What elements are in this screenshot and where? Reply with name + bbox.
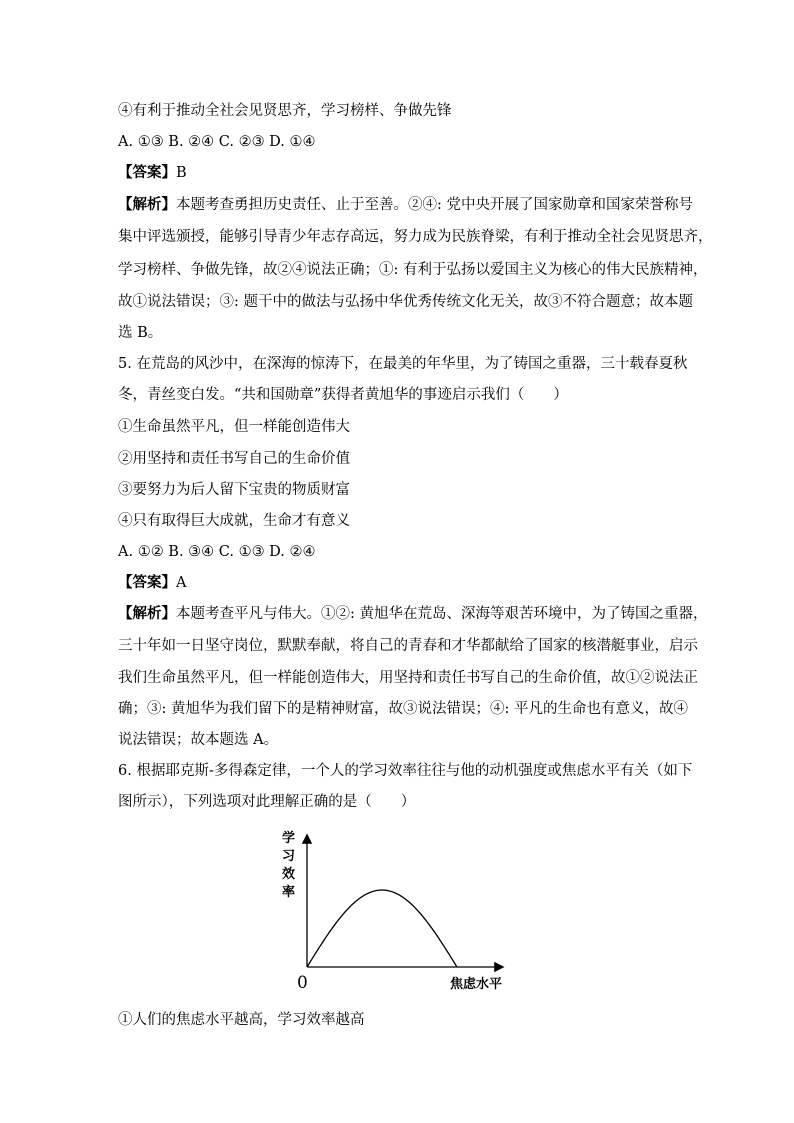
q6-stem-line-1: 6. 根据耶克斯-多得森定律，一个人的学习效率往往与他的动机强度或焦虑水平有关（如下 bbox=[118, 763, 693, 779]
q4-analysis-line-4: 故①说法错误；③: 题干中的做法与弘扬中华优秀传统文化无关，故③不符合题意；故本题 bbox=[118, 294, 693, 310]
q5-analysis-line-5: 说法错误；故本题选 A。 bbox=[118, 732, 279, 748]
answer-tag: 【答案】 bbox=[118, 164, 176, 181]
q5-answer bbox=[118, 573, 186, 593]
answer-tag: 【答案】 bbox=[118, 574, 176, 591]
y-axis-label-char: 习 bbox=[282, 849, 296, 864]
efficiency-curve bbox=[307, 890, 457, 967]
q5-analysis-line-2: 三十年如一日坚守岗位，默默奉献，将自己的青春和才华都献给了国家的核潜艇事业，启示 bbox=[118, 638, 698, 654]
analysis-text: 本题考查勇担历史责任、止于至善。②④: 党中央开展了国家勋章和国家荣誉称号 bbox=[176, 197, 693, 213]
q5-analysis-line-3: 我们生命虽然平凡，但一样能创造伟大，用坚持和责任书写自己的生命价值，故①②说法正 bbox=[118, 670, 698, 686]
origin-label: 0 bbox=[297, 973, 308, 993]
analysis-tag: 【解析】 bbox=[118, 605, 176, 622]
q4-analysis-line-3: 学习榜样、争做先锋，故②④说法正确；①: 有利于弘扬以爱国主义为核心的伟大民族精神， bbox=[118, 262, 708, 278]
yerkes-dodson-chart bbox=[270, 822, 530, 1000]
q5-analysis-line-4: 确；③: 黄旭华为我们留下的是精神财富，故③说法错误；④: 平凡的生命也有意义，故④ bbox=[118, 701, 688, 717]
q5-stem-line-1: 5. 在荒岛的风沙中，在深海的惊涛下，在最美的年华里，为了铸国之重器，三十载春夏秋 bbox=[118, 356, 688, 372]
y-axis-label bbox=[282, 830, 295, 900]
q5-option-2: ②用坚持和责任书写自己的生命价值 bbox=[118, 451, 350, 467]
analysis-text: 本题考查平凡与伟大。①②: 黄旭华在荒岛、深海等艰苦环境中，为了铸国之重器， bbox=[176, 606, 708, 622]
q6-option-1: ①人们的焦虑水平越高，学习效率越高 bbox=[118, 1012, 365, 1028]
answer-value: B bbox=[176, 165, 187, 181]
analysis-tag: 【解析】 bbox=[118, 196, 176, 213]
q5-option-4: ④只有取得巨大成就，生命才有意义 bbox=[118, 513, 350, 529]
q5-option-1: ①生命虽然平凡，但一样能创造伟大 bbox=[118, 419, 350, 435]
y-axis-label-char: 效 bbox=[282, 867, 296, 882]
q4-analysis-line-5: 选 B。 bbox=[118, 325, 163, 341]
answer-value: A bbox=[176, 575, 187, 591]
y-axis-label-char: 率 bbox=[282, 885, 296, 900]
q4-answer bbox=[118, 163, 187, 183]
x-axis-label: 焦虑水平 bbox=[450, 977, 503, 992]
y-axis-label-char: 学 bbox=[282, 831, 296, 846]
q5-stem-line-2: 冬，青丝变白发。“共和国勋章”获得者黄旭华的事迹启示我们（ ） bbox=[118, 387, 568, 403]
q4-choices: A. ①③ B. ②④ C. ②③ D. ①④ bbox=[118, 134, 316, 150]
q4-analysis-line-1 bbox=[118, 195, 693, 215]
q5-analysis-line-1 bbox=[118, 604, 708, 624]
q4-analysis-line-2: 集中评选颁授，能够引导青少年志存高远，努力成为民族脊梁，有利于推动全社会见贤思齐， bbox=[118, 229, 713, 245]
q4-option-4: ④有利于推动全社会见贤思齐，学习榜样、争做先锋 bbox=[118, 103, 452, 119]
q6-stem-line-2: 图所示），下列选项对此理解正确的是（ ） bbox=[118, 794, 416, 810]
q5-option-3: ③要努力为后人留下宝贵的物质财富 bbox=[118, 482, 350, 498]
q5-choices: A. ①② B. ③④ C. ①③ D. ②④ bbox=[118, 544, 316, 560]
